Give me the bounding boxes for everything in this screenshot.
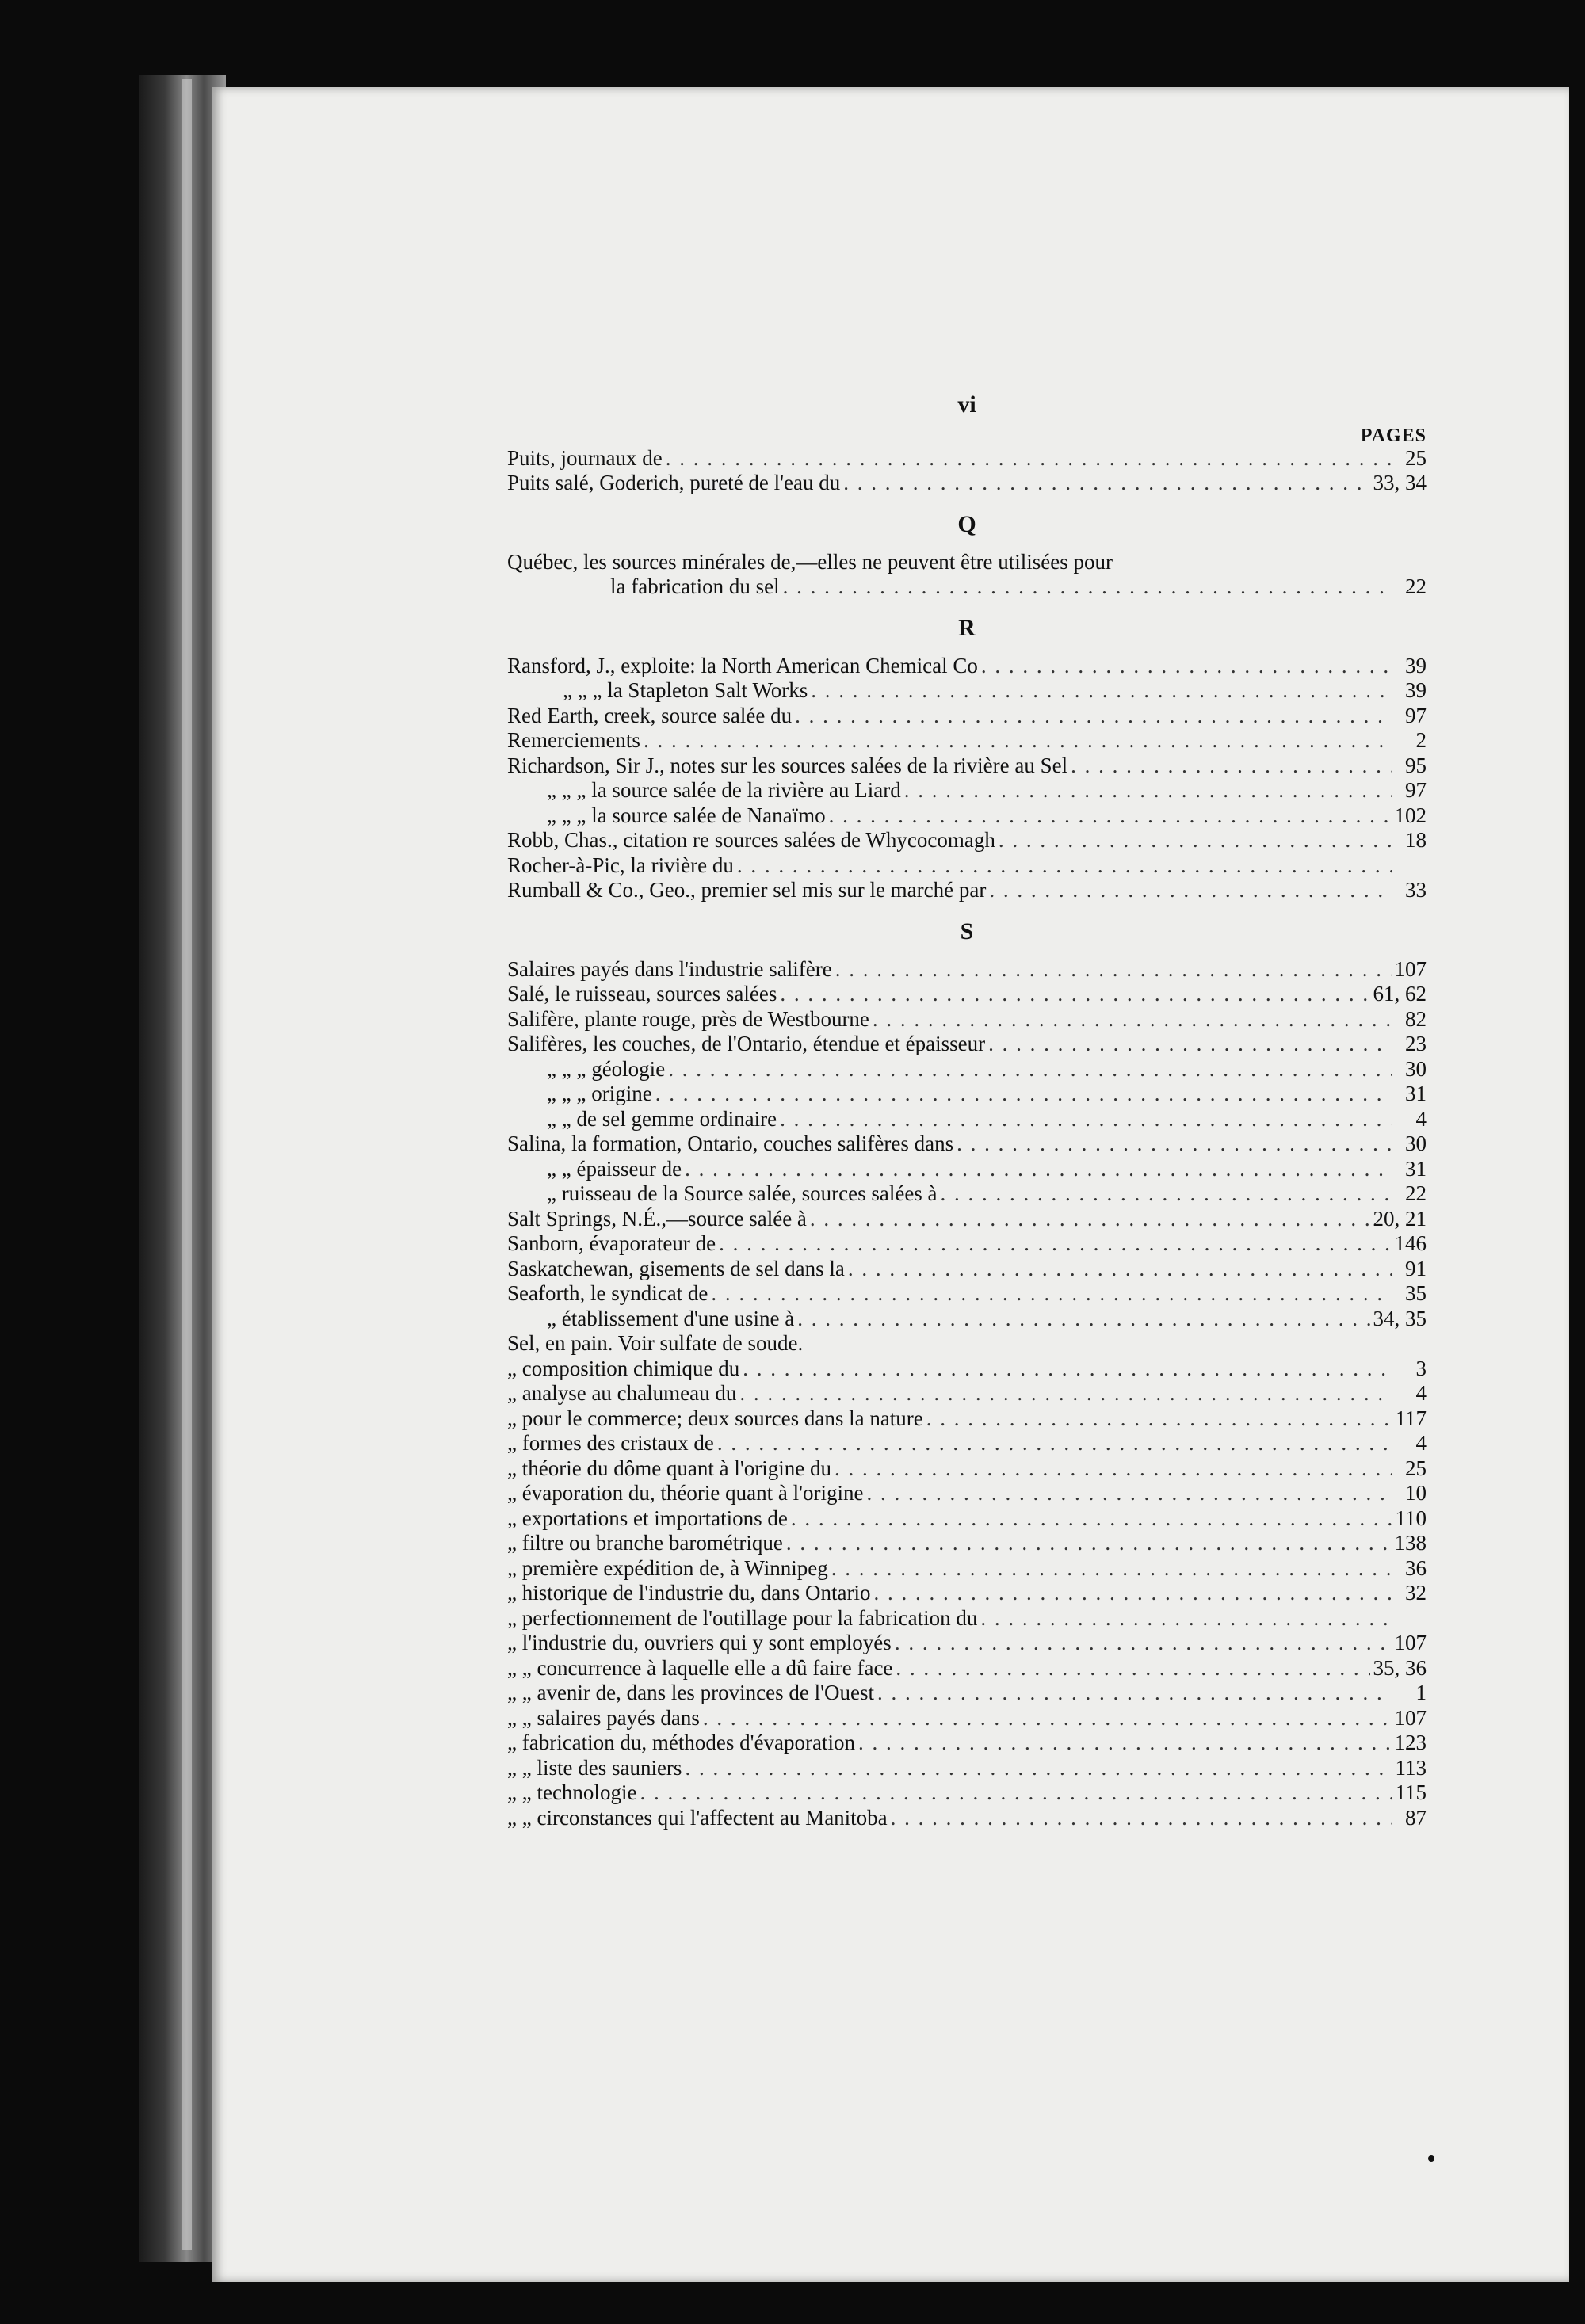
entry-text: Richardson, Sir J., notes sur les sources salées de la rivière au Sel [507, 753, 1068, 777]
entry-pages: 25 [1405, 445, 1426, 470]
entry-pages: 33 [1405, 878, 1426, 902]
index-section [507, 606, 1426, 903]
dot-leader [843, 471, 1369, 496]
entry-text: „ „ épaisseur de [547, 1156, 682, 1181]
entry-pages: 22 [1405, 574, 1426, 598]
entry-text: „ exportations et importations de [507, 1505, 788, 1530]
entry-text: „ formes des cristaux de [507, 1431, 714, 1455]
index-entry [507, 982, 1426, 1007]
entry-pages: 36 [1405, 1555, 1426, 1580]
index-entry [507, 1357, 1426, 1382]
index-entry [507, 1331, 1426, 1357]
page-number: vi [957, 391, 976, 418]
index-entry [507, 878, 1426, 903]
entry-text: Saskatchewan, gisements de sel dans la [507, 1256, 845, 1280]
entry-text: „ „ „ la source salée de Nanaïmo [547, 803, 826, 827]
entry-text: Rocher-à-Pic, la rivière du [507, 853, 734, 877]
entry-text: Puits, journaux de [507, 445, 663, 470]
index-entry [507, 1656, 1426, 1681]
entry-pages: 4 [1415, 1431, 1426, 1455]
entry-text: „ „ avenir de, dans les provinces de l'Ouest [507, 1681, 874, 1704]
entry-text: Salifères, les couches, de l'Ontario, étendue et épaisseur [507, 1032, 986, 1055]
entry-text: „ „ circonstances qui l'affectent au Manitoba [507, 1805, 888, 1830]
index-entry [507, 574, 1426, 600]
entry-text: „ „ „ géologie [547, 1056, 666, 1081]
entry-pages: 31 [1405, 1156, 1426, 1181]
index-entry [507, 1231, 1426, 1257]
index-entry [507, 1556, 1426, 1582]
entry-text: „ évaporation du, théorie quant à l'origine [507, 1481, 864, 1505]
index-entry [507, 803, 1426, 829]
entry-text: Ransford, J., exploite: la North American Chemical Co [507, 653, 978, 677]
scan-speck [1428, 2155, 1434, 2162]
entry-pages: 61, 62 [1373, 982, 1426, 1006]
entry-pages: 115 [1395, 1780, 1426, 1804]
dot-leader [858, 1731, 1392, 1756]
entry-text: Remerciements [507, 728, 640, 752]
entry-text: „ „ salaires payés dans [507, 1705, 700, 1730]
dot-leader [743, 1357, 1392, 1382]
entry-text: Salt Springs, N.É.,—source salée à [507, 1206, 807, 1231]
entry-pages: 107 [1394, 956, 1426, 981]
index-entry [507, 1806, 1426, 1831]
entry-pages: 138 [1394, 1531, 1426, 1555]
dot-leader [685, 1157, 1392, 1182]
entry-text: Québec, les sources minérales de,—elles ne peuvent être utilisées pour [507, 549, 1113, 574]
index-entry [507, 1257, 1426, 1282]
index-entry [507, 678, 1426, 704]
entry-text: „ analyse au chalumeau du [507, 1381, 737, 1405]
entry-text: „ „ de sel gemme ordinaire [547, 1106, 777, 1131]
entry-pages: 30 [1405, 1056, 1426, 1081]
index-entry [507, 1181, 1426, 1207]
dot-leader [980, 1606, 1392, 1631]
index-entry [507, 1381, 1426, 1406]
index-entry [507, 1431, 1426, 1456]
dot-leader [703, 1706, 1392, 1731]
entry-pages: 107 [1394, 1631, 1426, 1654]
entry-pages: 31 [1405, 1082, 1426, 1105]
entry-pages: 4 [1415, 1106, 1426, 1131]
dot-leader [981, 654, 1392, 679]
index-entry [507, 1406, 1426, 1432]
entry-pages: 146 [1394, 1231, 1426, 1255]
entry-text: „ pour le commerce; deux sources dans la nature [507, 1406, 923, 1430]
entry-text: „ „ technologie [507, 1780, 637, 1804]
entry-text: „ „ liste des sauniers [507, 1755, 682, 1780]
index-entry [507, 1631, 1426, 1656]
dot-leader [668, 1057, 1392, 1082]
index-entry [507, 471, 1426, 496]
index-entry [507, 1706, 1426, 1731]
entry-text: „ „ „ la Stapleton Salt Works [563, 678, 808, 702]
index-entry [507, 446, 1426, 471]
entry-pages: 20, 21 [1373, 1206, 1426, 1231]
entry-pages: 30 [1405, 1131, 1426, 1155]
dot-leader [644, 728, 1392, 754]
entry-text: „ théorie du dôme quant à l'origine du [507, 1456, 831, 1480]
dot-leader [1071, 754, 1392, 779]
entry-pages: 35 [1405, 1281, 1426, 1305]
entry-pages: 18 [1405, 828, 1426, 852]
index-entry [507, 1531, 1426, 1556]
entry-pages: 97 [1405, 703, 1426, 727]
entry-text: „ ruisseau de la Source salée, sources salées à [547, 1181, 938, 1205]
dot-leader [877, 1681, 1392, 1706]
entry-text: „ historique de l'industrie du, dans Ontario [507, 1581, 871, 1605]
dot-leader [895, 1631, 1392, 1656]
entry-pages: 39 [1405, 653, 1426, 677]
entry-pages: 1 [1415, 1681, 1426, 1704]
index-entry [507, 1131, 1426, 1157]
entry-pages: 91 [1405, 1256, 1426, 1280]
index-entry [507, 1456, 1426, 1482]
entry-text: Red Earth, creek, source salée du [507, 703, 792, 727]
dot-leader [835, 1456, 1392, 1482]
entry-text: „ composition chimique du [507, 1356, 740, 1380]
entry-text: Sanborn, évaporateur de [507, 1231, 716, 1255]
entry-text: Sel, en pain. Voir sulfate de soude. [507, 1331, 804, 1355]
index-entry [507, 1731, 1426, 1756]
index-sections [507, 446, 1426, 1831]
index-entry [507, 1606, 1426, 1631]
entry-pages: 10 [1405, 1481, 1426, 1505]
dot-leader [896, 1656, 1369, 1681]
entry-text: Salaires payés dans l'industrie salifère [507, 956, 832, 981]
entry-pages: 23 [1405, 1032, 1426, 1055]
index-entry [507, 704, 1426, 729]
index-entry [507, 1007, 1426, 1032]
entry-text: Rumball & Co., Geo., premier sel mis sur le marché par [507, 878, 987, 902]
dot-leader [874, 1581, 1392, 1606]
dot-leader [737, 853, 1392, 879]
index-entry [507, 1581, 1426, 1606]
index-entry [507, 1281, 1426, 1307]
index-entry [507, 1756, 1426, 1781]
pages-column-header: PAGES [1360, 425, 1426, 446]
entry-text: „ l'industrie du, ouvriers qui y sont employés [507, 1631, 892, 1654]
entry-text: „ „ concurrence à laquelle elle a dû faire face [507, 1655, 893, 1680]
entry-pages: 107 [1394, 1705, 1426, 1730]
dot-leader [783, 574, 1392, 600]
dot-leader [988, 1032, 1392, 1057]
entry-pages: 2 [1415, 728, 1426, 752]
dot-leader [791, 1506, 1392, 1532]
dot-leader [655, 1082, 1392, 1107]
entry-pages: 82 [1405, 1006, 1426, 1031]
dot-leader [999, 828, 1392, 853]
index-entry [507, 550, 1426, 575]
entry-pages: 22 [1405, 1181, 1426, 1205]
index-entry [507, 1681, 1426, 1706]
entry-pages: 32 [1405, 1581, 1426, 1605]
dot-leader [831, 1556, 1392, 1582]
dot-leader [904, 778, 1392, 803]
entry-pages: 4 [1415, 1381, 1426, 1405]
entry-text: „ perfectionnement de l'outillage pour la fabrication du [507, 1605, 978, 1630]
entry-text: „ fabrication du, méthodes d'évaporation [507, 1731, 855, 1754]
entry-pages: 87 [1405, 1805, 1426, 1830]
dot-leader [640, 1780, 1392, 1806]
dot-leader [829, 803, 1392, 829]
dot-leader [666, 446, 1392, 471]
index-entry [507, 1481, 1426, 1506]
dot-leader [719, 1231, 1391, 1257]
entry-pages: 117 [1395, 1406, 1426, 1430]
dot-leader [957, 1131, 1392, 1157]
section-letter: R [958, 614, 976, 641]
dot-leader [891, 1806, 1392, 1831]
entry-pages: 95 [1405, 753, 1426, 777]
entry-pages: 102 [1394, 803, 1426, 827]
dot-leader [685, 1756, 1392, 1781]
index-entry [507, 1506, 1426, 1532]
dot-leader [795, 704, 1392, 729]
dot-leader [717, 1431, 1392, 1456]
dot-leader [835, 957, 1392, 983]
index-entry [507, 1032, 1426, 1057]
dot-leader [926, 1406, 1392, 1432]
index-page-body [507, 392, 1426, 1830]
entry-pages: 35, 36 [1373, 1655, 1426, 1680]
page-stack-edge [182, 79, 192, 2250]
entry-pages: 39 [1405, 678, 1426, 702]
index-entry [507, 754, 1426, 779]
entry-text: „ première expédition de, à Winnipeg [507, 1555, 828, 1580]
index-entry [507, 654, 1426, 679]
dot-leader [786, 1531, 1392, 1556]
entry-text: Salina, la formation, Ontario, couches salifères dans [507, 1131, 954, 1155]
index-section [507, 910, 1426, 1831]
index-entry [507, 1107, 1426, 1132]
dot-leader [711, 1281, 1392, 1307]
entry-pages: 25 [1405, 1456, 1426, 1480]
dot-leader [780, 982, 1369, 1007]
entry-text: la fabrication du sel [610, 574, 780, 598]
index-entry [507, 1207, 1426, 1232]
entry-text: „ établissement d'une usine à [547, 1306, 795, 1330]
entry-text: Puits salé, Goderich, pureté de l'eau du [507, 471, 841, 494]
index-entry [507, 778, 1426, 803]
entry-text: Robb, Chas., citation re sources salées de Whycocomagh [507, 828, 995, 852]
index-entry [507, 1057, 1426, 1082]
entry-pages: 113 [1395, 1755, 1426, 1780]
index-entry [507, 1157, 1426, 1182]
entry-pages: 110 [1395, 1505, 1426, 1530]
entry-text: „ filtre ou branche barométrique [507, 1531, 783, 1555]
index-entry [507, 1307, 1426, 1332]
index-entry [507, 728, 1426, 754]
entry-text: Salifère, plante rouge, près de Westbourne [507, 1006, 869, 1031]
dot-leader [941, 1181, 1392, 1207]
dot-leader [780, 1107, 1392, 1132]
entry-pages: 33, 34 [1373, 471, 1426, 494]
entry-pages: 97 [1405, 778, 1426, 802]
dot-leader [810, 1207, 1370, 1232]
entry-text: Salé, le ruisseau, sources salées [507, 982, 777, 1006]
index-section [507, 446, 1426, 496]
dot-leader [848, 1257, 1392, 1282]
entry-pages: 34, 35 [1373, 1306, 1426, 1330]
entry-pages: 123 [1394, 1731, 1426, 1754]
index-entry [507, 1780, 1426, 1806]
index-entry [507, 853, 1426, 879]
dot-leader [873, 1007, 1392, 1032]
index-entry [507, 957, 1426, 983]
entry-text: Seaforth, le syndicat de [507, 1281, 708, 1305]
entry-text: „ „ „ la source salée de la rivière au Liard [547, 778, 901, 802]
index-entry [507, 828, 1426, 853]
dot-leader [739, 1381, 1392, 1406]
dot-leader [989, 878, 1392, 903]
dot-leader [811, 678, 1392, 704]
entry-text: „ „ „ origine [547, 1082, 652, 1105]
index-section [507, 502, 1426, 600]
dot-leader [866, 1481, 1392, 1506]
dot-leader [797, 1307, 1369, 1332]
entry-pages: 3 [1415, 1356, 1426, 1380]
section-letter: S [960, 918, 974, 944]
section-letter: Q [957, 510, 976, 537]
index-entry [507, 1082, 1426, 1107]
